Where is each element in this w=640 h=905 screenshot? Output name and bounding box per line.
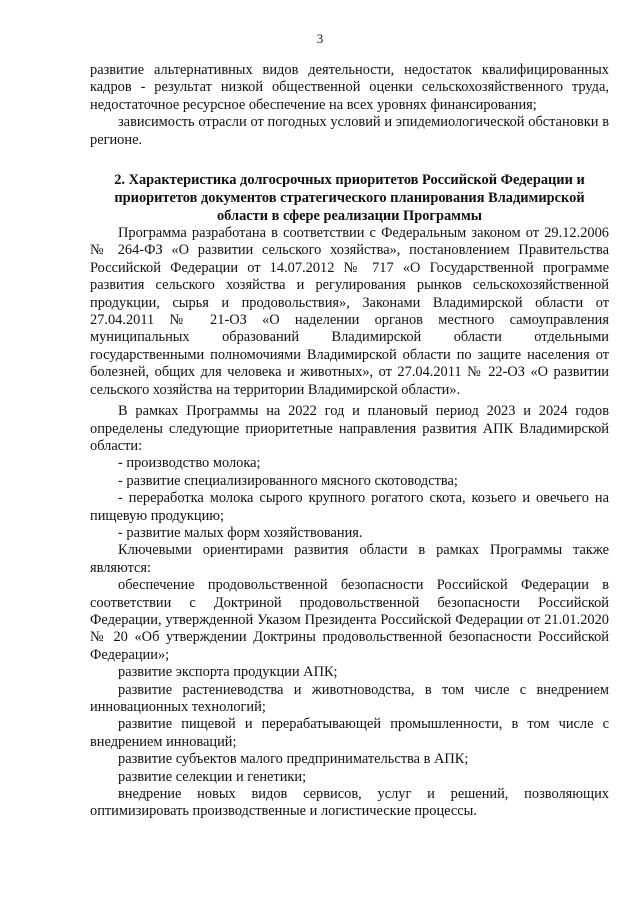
paragraph: Ключевыми ориентирами развития области в рамках Программы также являются: [90,542,609,576]
paragraph: Программа разработана в соответствии с Федеральным законом от 29.12.2006 № 264-ФЗ «О развитии сельского хозяйства», постановлением Правительства Российской Федерации от 14.07.2012 № 717 «О Государственной программе развития сельского хозяйства и регулирования рынков сельскохозяйственной продукции, сырья и продовольствия», Законами Владимирской области от 27.04.2011 № 21-ОЗ «О наделении органов местного самоуправления муниципальных образований Владимирской области отдельными государственными полномочиями Владимирской области по защите населения от болезней, общих для человека и животных», от 27.04.2011 № 22-ОЗ «О развитии сельского хозяйства на территории Владимирской области». [90,225,609,398]
paragraph: развитие альтернативных видов деятельности, недостаток квалифицированных кадров - результат низкой общественной оценки сельскохозяйственного труда, недостаточное ресурсное обеспечение на всех уровнях финансирования; [90,62,609,113]
list-item: развитие селекции и генетики; [118,768,307,785]
list-item: развитие субъектов малого предпринимательства в АПК; [118,751,469,768]
list-item: внедрение новых видов сервисов, услуг и решений, позволяющих оптимизировать производственные и логистические процессы. [90,786,609,820]
list-item: развитие растениеводства и животноводства, в том числе с внедрением инновационных технологий; [90,681,609,715]
page-number: 3 [316,31,324,46]
list-item: - производство молока; [118,455,261,472]
paragraph: зависимость отрасли от погодных условий и эпидемиологической обстановки в регионе. [90,114,609,148]
section-heading: 2. Характеристика долгосрочных приоритетов Российской Федерации и приоритетов документов стратегического планирования Владимирской области в сфере реализации Программы [114,172,585,225]
list-item: развитие пищевой и перерабатывающей промышленности, в том числе с внедрением инноваций; [90,716,609,750]
list-item: - развитие специализированного мясного скотоводства; [118,472,458,489]
document-body [90,62,609,821]
list-item: обеспечение продовольственной безопасности Российской Федерации в соответствии с Доктриной продовольственной безопасности Российской Федерации, утвержденной Указом Президента Российской Федерации от 21.01.2020 № 20 «Об утверждении Доктрины продовольственной безопасности Российской Федерации»; [90,577,609,663]
paragraph: В рамках Программы на 2022 год и плановый период 2023 и 2024 годов определены следующие приоритетные направления развития АПК Владимирской области: [90,403,609,454]
list-item: - переработка молока сырого крупного рогатого скота, козьего и овечьего на пищевую продукцию; [90,490,609,524]
list-item: - развитие малых форм хозяйствования. [118,524,363,541]
list-item: развитие экспорта продукции АПК; [118,664,338,681]
